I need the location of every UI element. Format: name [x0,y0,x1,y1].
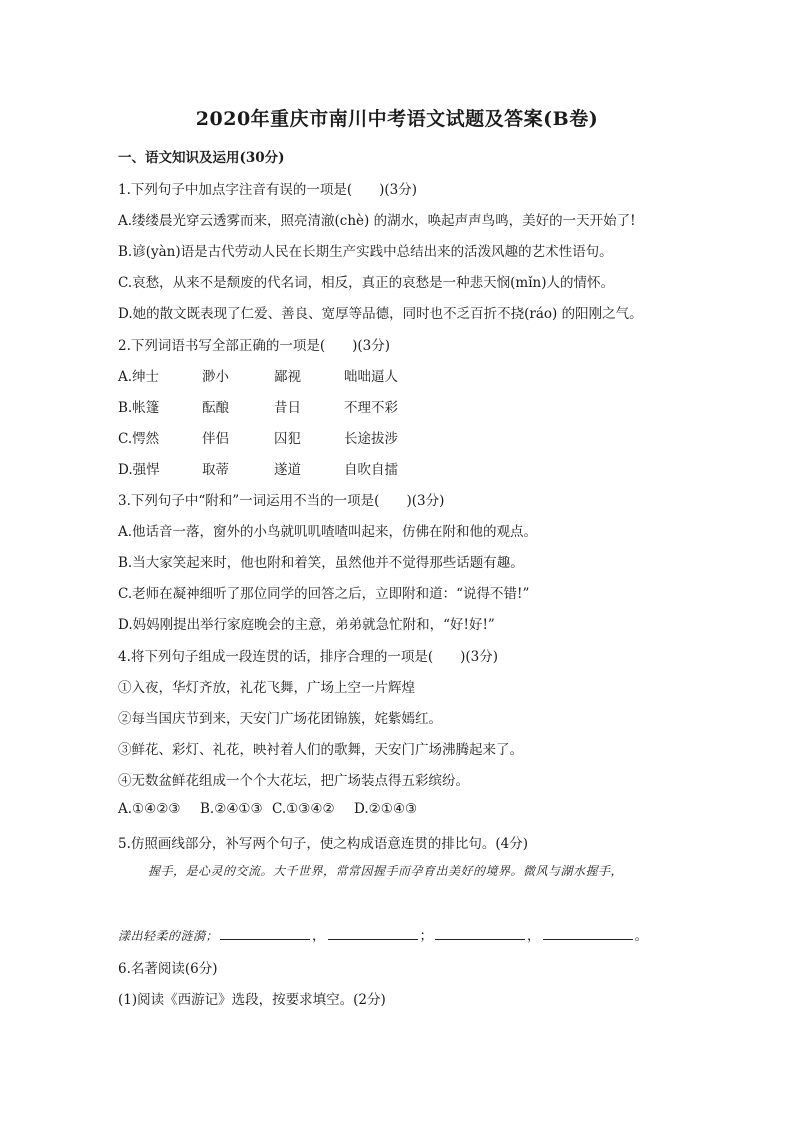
page-title: 2020年重庆市南川中考语文试题及答案(B卷) [195,108,599,130]
word: 不理不彩 [344,400,398,416]
q4-stem: 4.将下列句子组成一段连贯的话，排序合理的一项是( )(3分) [118,649,499,665]
word: 渺小 [202,369,229,385]
section-heading: 一、语文知识及运用(30分) [118,150,285,166]
word: 咄咄逼人 [344,369,398,385]
q5-prompt-line-1: 握手，是心灵的交流。大千世界，常常因握手而孕育出美好的境界。微风与湖水握手， [148,864,624,878]
q5-stem: 5.仿照画线部分，补写两个句子，使之构成语意连贯的排比句。(4分) [118,836,529,852]
q1-option-c: C.哀愁，从来不是颓废的代名词，相反，真正的哀愁是一种悲天悯(mǐn)人的情怀。 [118,275,614,291]
separator: ， [312,928,326,944]
q4-sentence-1: ①入夜，华灯齐放，礼花飞舞，广场上空一片辉煌 [118,680,415,696]
q2-option-d [118,458,398,478]
q1-stem: 1.下列句子中加点字注音有误的一项是( )(3分) [118,182,418,198]
q3-option-c: C.老师在凝神细听了那位同学的回答之后，立即附和道：“说得不错!” [118,586,530,602]
word: 昔日 [274,400,301,416]
q4-option-d: D.②①④③ [354,801,418,817]
q4-option-b: B.②④①③ [200,801,263,817]
word: 取蒂 [202,462,229,478]
separator: ； [419,928,434,944]
q3-option-a: A.他话音一落，窗外的小鸟就叽叽喳喳叫起来，仿佛在附和他的观点。 [118,524,538,540]
answer-blank-2[interactable] [328,927,418,940]
q2-option-c [118,427,398,447]
word: 长途拔涉 [344,431,398,447]
q4-sentence-4: ④无数盆鲜花组成一个个大花坛，把广场装点得五彩缤纷。 [118,773,469,789]
q3-stem: 3.下列句子中“附和”一词运用不当的一项是( )(3分) [118,493,445,509]
q4-options [118,801,417,817]
q5-answer-line [118,924,648,944]
separator: ， [527,928,541,944]
q4-option-c: C.①③④② [272,801,335,817]
word: D.强悍 [118,462,160,478]
word: 自吹自擂 [344,462,398,478]
word: A.绅士 [118,369,160,385]
answer-blank-3[interactable] [435,927,525,940]
word: B.帐篷 [118,400,160,416]
q6-stem: 6.名著阅读(6分) [118,961,218,977]
q6-sub-question-1: (1)阅读《西游记》选段，按要求填空。(2分) [118,992,386,1008]
word: 鄙视 [274,369,301,385]
q4-sentence-3: ③鲜花、彩灯、礼花，映衬着人们的歌舞，天安门广场沸腾起来了。 [118,742,523,758]
word: 囚犯 [274,431,301,447]
q4-sentence-2: ②每当国庆节到来，天安门广场花团锦簇，姹紫嫣红。 [118,711,442,727]
q1-option-a: A.缕缕晨光穿云透雾而来，照亮清澈(chè) 的湖水，唤起声声鸟鸣，美好的一天开始了! [118,213,636,229]
q1-option-d: D.她的散文既表现了仁爱、善良、宽厚等品德，同时也不乏百折不挠(ráo) 的阳刚之气。 [118,306,643,322]
word: 遂道 [274,462,301,478]
word: C.愕然 [118,431,160,447]
q3-option-b: B.当大家笑起来时，他也附和着笑，虽然他并不觉得那些话题有趣。 [118,555,524,571]
separator: 。 [634,928,649,944]
q2-option-a [118,365,398,385]
q2-option-b [118,396,398,416]
answer-blank-1[interactable] [220,927,310,940]
answer-blank-4[interactable] [543,927,633,940]
q3-option-d: D.妈妈刚提出举行家庭晚会的主意，弟弟就急忙附和，“好!好!” [118,617,495,633]
word: 酝酿 [202,400,229,416]
q2-stem: 2.下列词语书写全部正确的一项是( )(3分) [118,338,391,354]
q4-option-a: A.①④②③ [118,801,181,817]
word: 伴侣 [202,431,229,447]
q1-option-b: B.谚(yàn)语是古代劳动人民在长期生产实践中总结出来的活泼风趣的艺术性语句。 [118,244,613,260]
q5-prompt-line-2: 漾出轻柔的涟漪； [118,929,219,943]
